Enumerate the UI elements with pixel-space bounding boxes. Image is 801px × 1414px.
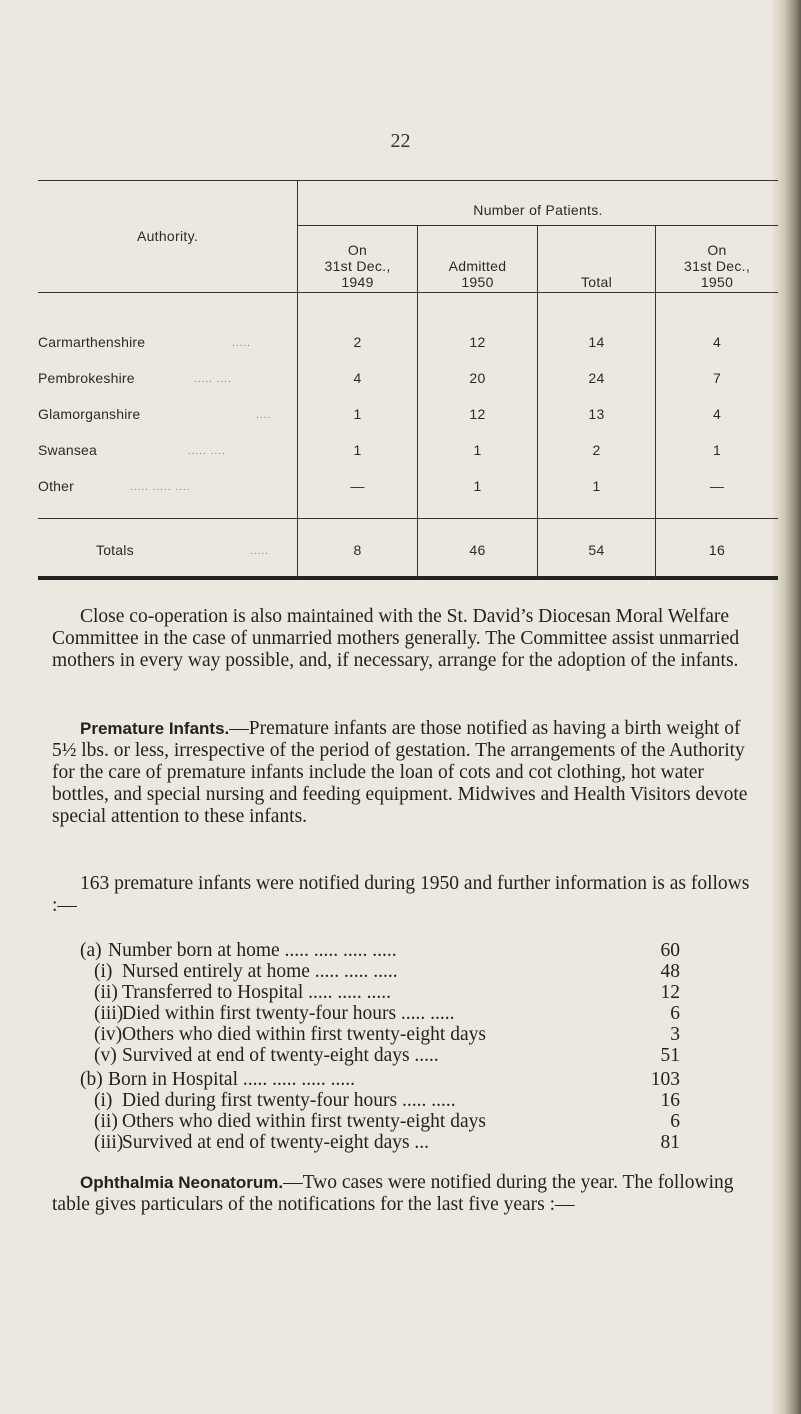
item-text: Number born at home ..... ..... ..... ..... <box>108 940 397 961</box>
cell-dec-1950: 1 <box>712 442 722 458</box>
leader-dots: ..... <box>250 546 269 557</box>
patients-table <box>38 180 778 580</box>
item-label: (i) <box>94 1090 113 1111</box>
cell-total: 14 <box>588 334 605 350</box>
list-item <box>80 1111 680 1133</box>
header-line: 1949 <box>341 274 374 290</box>
header-line: On <box>347 242 368 258</box>
authority-name: Other <box>38 478 75 494</box>
leader-dots: ..... ..... .... <box>130 482 191 493</box>
item-label: (b) <box>80 1069 103 1090</box>
cell-dec-1950: 4 <box>712 334 722 350</box>
cell-dec-1950: 7 <box>712 370 722 386</box>
header-bottom-rule <box>38 292 778 293</box>
header-line: On <box>707 242 727 258</box>
leader-dots: ..... .... <box>194 374 232 385</box>
list-item <box>80 1003 680 1025</box>
table-top-rule <box>38 180 778 181</box>
list-item <box>80 1090 680 1112</box>
item-value: 51 <box>660 1045 680 1066</box>
item-label: (ii) <box>94 982 118 1003</box>
col-header-admitted-1950 <box>418 258 537 290</box>
premature-heading: Premature Infants. <box>80 719 230 738</box>
total-admitted: 46 <box>469 542 486 558</box>
item-text: Survived at end of twenty-eight days ... <box>122 1132 430 1153</box>
totals-label: Totals <box>96 542 134 558</box>
col-header-dec-1950 <box>656 242 778 290</box>
header-line: Total <box>580 274 613 290</box>
authority-name: Swansea <box>38 442 97 458</box>
item-label: (a) <box>80 940 102 961</box>
item-value: 81 <box>660 1132 680 1153</box>
item-value: 103 <box>650 1069 680 1090</box>
item-label: (iii) <box>94 1003 124 1024</box>
item-label: (ii) <box>94 1111 118 1132</box>
ophthalmia-heading: Ophthalmia Neonatorum. <box>80 1173 284 1192</box>
totals-top-rule <box>38 518 778 519</box>
item-text: Died during first twenty-four hours ..... ..... <box>122 1090 456 1111</box>
group-header-rule <box>298 225 778 226</box>
cell-total: 1 <box>592 478 601 494</box>
list-item <box>80 1045 680 1067</box>
cell-admitted: 12 <box>469 334 486 350</box>
item-value: 6 <box>670 1003 680 1024</box>
cell-admitted: 12 <box>469 406 486 422</box>
item-text: Survived at end of twenty-eight days ..... <box>122 1045 439 1066</box>
item-value: 16 <box>660 1090 680 1111</box>
leader-dots: ..... .... <box>188 446 226 457</box>
total-total: 54 <box>588 542 605 558</box>
item-value: 6 <box>670 1111 680 1132</box>
premature-statistics-list <box>52 940 692 1152</box>
page-number: 22 <box>390 130 411 152</box>
item-value: 60 <box>660 940 680 961</box>
header-line: 31st Dec., <box>683 258 751 274</box>
authority-name: Pembrokeshire <box>38 370 135 386</box>
item-text: Nursed entirely at home ..... ..... ..... <box>122 961 398 982</box>
ophthalmia-paragraph <box>52 1172 752 1216</box>
item-value: 12 <box>660 982 680 1003</box>
col-header-total <box>538 274 655 290</box>
item-text: Died within first twenty-four hours ..... ..... <box>122 1003 455 1024</box>
list-item <box>80 961 680 983</box>
cell-admitted: 1 <box>473 442 482 458</box>
cell-admitted: 1 <box>473 478 482 494</box>
leader-dots: .... <box>256 410 272 421</box>
item-text: Others who died within first twenty-eight days <box>122 1111 486 1132</box>
header-line: 1950 <box>461 274 494 290</box>
ophthalmia-body: —Two cases were notified during the year. The following table gives particulars of the notifications for the last five years :— <box>52 1172 734 1215</box>
cell-dec-1949: 1 <box>353 442 362 458</box>
cell-total: 24 <box>588 370 605 386</box>
leader-dots: ..... <box>232 338 251 349</box>
authority-name: Glamorganshire <box>38 406 141 422</box>
item-text: Transferred to Hospital ..... ..... ..... <box>122 982 392 1003</box>
item-label: (iv) <box>94 1024 123 1045</box>
list-item <box>80 1024 680 1046</box>
notified-paragraph: 163 premature infants were notified during 1950 and further information is as follows :— <box>52 873 750 916</box>
total-dec-1949: 8 <box>353 542 362 558</box>
col-header-dec-1949 <box>298 242 417 290</box>
cell-dec-1949: 1 <box>353 406 362 422</box>
list-item <box>80 1069 680 1091</box>
cooperation-paragraph: Close co-operation is also maintained with the St. David’s Diocesan Moral Welfare Committee in the case of unmarried mothers generally. The Committee assist unmarried mothers in every way possible, and, if necessary, arrange for the adoption of the infants. <box>52 606 740 671</box>
item-value: 48 <box>660 961 680 982</box>
cell-dec-1949: — <box>350 478 365 494</box>
list-item <box>80 940 680 962</box>
item-text: Others who died within first twenty-eight days <box>122 1024 486 1045</box>
item-text: Born in Hospital ..... ..... ..... ..... <box>108 1069 355 1090</box>
patients-group-header: Number of Patients. <box>473 202 603 218</box>
authority-header: Authority. <box>136 228 199 244</box>
authority-name: Carmarthenshire <box>38 334 146 350</box>
list-item <box>80 982 680 1004</box>
header-line: Admitted <box>448 258 507 274</box>
cell-total: 13 <box>588 406 605 422</box>
cell-admitted: 20 <box>469 370 486 386</box>
list-item <box>80 1132 680 1154</box>
item-label: (v) <box>94 1045 117 1066</box>
cell-dec-1950: — <box>709 478 725 494</box>
premature-body: —Premature infants are those notified as having a birth weight of 5½ lbs. or less, irrespective of the period of gestation. The arrangements of the Authority for the care of premature infants include the loan of cots and cot clothing, hot water bottles, and special nursing and feeding equipment. Midwives and Health Visitors devote special attention to these infants. <box>52 718 748 827</box>
item-value: 3 <box>670 1024 680 1045</box>
header-line: 31st Dec., <box>324 258 391 274</box>
premature-paragraph <box>52 718 752 828</box>
total-dec-1950: 16 <box>708 542 726 558</box>
cell-dec-1949: 2 <box>353 334 362 350</box>
table-bottom-rule <box>38 576 778 580</box>
cell-total: 2 <box>592 442 601 458</box>
cell-dec-1949: 4 <box>353 370 362 386</box>
cell-dec-1950: 4 <box>712 406 722 422</box>
item-label: (i) <box>94 961 113 982</box>
item-label: (iii) <box>94 1132 124 1153</box>
header-line: 1950 <box>700 274 734 290</box>
